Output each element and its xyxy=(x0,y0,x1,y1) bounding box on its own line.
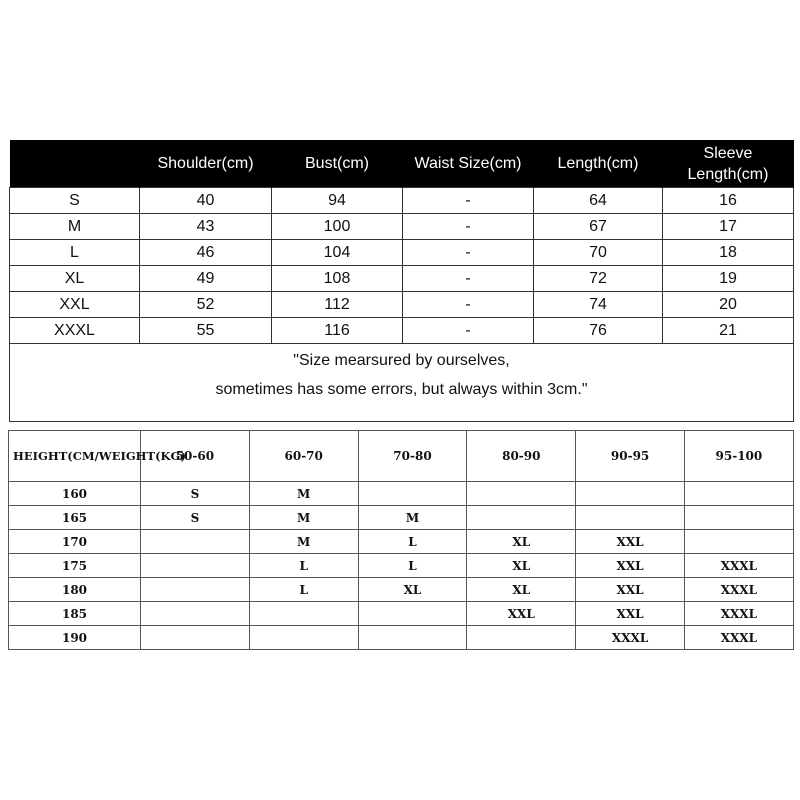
height-row xyxy=(9,626,794,650)
measurement-header-cell: Bust(cm) xyxy=(272,140,403,188)
height-weight-table xyxy=(8,430,794,650)
size-label: S xyxy=(10,188,140,214)
measurement-cell: 100 xyxy=(272,214,403,240)
recommended-size-cell: XL xyxy=(467,530,576,554)
recommended-size-cell xyxy=(467,482,576,506)
measurement-cell: 116 xyxy=(272,318,403,344)
recommended-size-cell: M xyxy=(358,506,467,530)
measurement-cell: 40 xyxy=(140,188,272,214)
recommended-size-cell xyxy=(141,578,250,602)
measurement-cell: - xyxy=(403,318,534,344)
measurement-header-cell: Length(cm) xyxy=(534,140,663,188)
note-line-2: sometimes has some errors, but always within 3cm." xyxy=(215,381,588,398)
measurement-cell: - xyxy=(403,240,534,266)
recommended-size-cell xyxy=(684,530,793,554)
measurement-cell: 52 xyxy=(140,292,272,318)
recommended-size-cell: XL xyxy=(358,578,467,602)
height-weight-header-row xyxy=(9,431,794,482)
height-label: 185 xyxy=(9,602,141,626)
recommended-size-cell xyxy=(141,602,250,626)
measurement-cell: 20 xyxy=(663,292,794,318)
size-label: XXL xyxy=(10,292,140,318)
measurement-cell: 17 xyxy=(663,214,794,240)
measurement-cell: - xyxy=(403,266,534,292)
measurement-table xyxy=(9,140,794,422)
height-label: 190 xyxy=(9,626,141,650)
height-row xyxy=(9,506,794,530)
height-label: 180 xyxy=(9,578,141,602)
recommended-size-cell xyxy=(358,602,467,626)
measurement-header-cell: Waist Size(cm) xyxy=(403,140,534,188)
recommended-size-cell: L xyxy=(358,554,467,578)
measurement-cell: 21 xyxy=(663,318,794,344)
measurement-cell: 55 xyxy=(140,318,272,344)
measurement-cell: 46 xyxy=(140,240,272,266)
recommended-size-cell: XXXL xyxy=(684,578,793,602)
measurement-cell: 67 xyxy=(534,214,663,240)
note-line-1: "Size mearsured by ourselves, xyxy=(293,352,510,369)
size-label: L xyxy=(10,240,140,266)
recommended-size-cell: XXL xyxy=(576,602,685,626)
measurement-cell: 18 xyxy=(663,240,794,266)
measurement-cell: - xyxy=(403,214,534,240)
recommended-size-cell xyxy=(249,626,358,650)
recommended-size-cell: L xyxy=(249,578,358,602)
measurement-row xyxy=(10,240,794,266)
weight-range-header: 50-60 xyxy=(141,431,250,482)
height-row xyxy=(9,602,794,626)
measurement-row xyxy=(10,266,794,292)
recommended-size-cell: S xyxy=(141,506,250,530)
recommended-size-cell: XXXL xyxy=(684,554,793,578)
measurement-cell: 49 xyxy=(140,266,272,292)
note-row xyxy=(10,344,794,422)
measurement-note xyxy=(10,344,794,422)
recommended-size-cell xyxy=(358,482,467,506)
measurement-row xyxy=(10,188,794,214)
height-label: 175 xyxy=(9,554,141,578)
measurement-cell: 74 xyxy=(534,292,663,318)
recommended-size-cell xyxy=(684,482,793,506)
measurement-cell: 112 xyxy=(272,292,403,318)
weight-range-header: 90-95 xyxy=(576,431,685,482)
measurement-cell: - xyxy=(403,292,534,318)
measurement-row xyxy=(10,318,794,344)
size-label: M xyxy=(10,214,140,240)
recommended-size-cell: XXXL xyxy=(576,626,685,650)
recommended-size-cell xyxy=(576,482,685,506)
recommended-size-cell xyxy=(684,506,793,530)
measurement-cell: 72 xyxy=(534,266,663,292)
weight-range-header: 60-70 xyxy=(249,431,358,482)
size-label: XXXL xyxy=(10,318,140,344)
measurement-cell: 104 xyxy=(272,240,403,266)
size-label: XL xyxy=(10,266,140,292)
recommended-size-cell: XL xyxy=(467,554,576,578)
measurement-header-cell: Shoulder(cm) xyxy=(140,140,272,188)
height-row xyxy=(9,530,794,554)
recommended-size-cell: XXL xyxy=(576,530,685,554)
measurement-cell: 19 xyxy=(663,266,794,292)
recommended-size-cell xyxy=(467,626,576,650)
recommended-size-cell: M xyxy=(249,530,358,554)
height-label: 160 xyxy=(9,482,141,506)
measurement-row xyxy=(10,214,794,240)
recommended-size-cell: S xyxy=(141,482,250,506)
height-row xyxy=(9,578,794,602)
measurement-header-cell xyxy=(10,140,140,188)
recommended-size-cell: XXXL xyxy=(684,602,793,626)
measurement-cell: 70 xyxy=(534,240,663,266)
measurement-cell: 108 xyxy=(272,266,403,292)
measurement-header-row xyxy=(10,140,794,188)
height-weight-corner-header: HEIGHT(CM/WEIGHT(KG) xyxy=(9,431,141,482)
measurement-cell: 64 xyxy=(534,188,663,214)
recommended-size-cell xyxy=(141,554,250,578)
weight-range-header: 95-100 xyxy=(684,431,793,482)
measurement-cell: 16 xyxy=(663,188,794,214)
recommended-size-cell xyxy=(358,626,467,650)
recommended-size-cell: XXL xyxy=(576,578,685,602)
recommended-size-cell xyxy=(249,602,358,626)
recommended-size-cell: M xyxy=(249,506,358,530)
recommended-size-cell: L xyxy=(249,554,358,578)
recommended-size-cell: L xyxy=(358,530,467,554)
height-row xyxy=(9,482,794,506)
recommended-size-cell xyxy=(141,530,250,554)
recommended-size-cell xyxy=(576,506,685,530)
recommended-size-cell: XXL xyxy=(467,602,576,626)
height-label: 170 xyxy=(9,530,141,554)
height-row xyxy=(9,554,794,578)
measurement-cell: 76 xyxy=(534,318,663,344)
measurement-cell: 94 xyxy=(272,188,403,214)
measurement-cell: - xyxy=(403,188,534,214)
recommended-size-cell: XXXL xyxy=(684,626,793,650)
measurement-header-cell: Sleeve Length(cm) xyxy=(663,140,794,188)
recommended-size-cell: XL xyxy=(467,578,576,602)
recommended-size-cell xyxy=(141,626,250,650)
measurement-row xyxy=(10,292,794,318)
weight-range-header: 70-80 xyxy=(358,431,467,482)
measurement-cell: 43 xyxy=(140,214,272,240)
weight-range-header: 80-90 xyxy=(467,431,576,482)
height-label: 165 xyxy=(9,506,141,530)
recommended-size-cell: M xyxy=(249,482,358,506)
recommended-size-cell xyxy=(467,506,576,530)
recommended-size-cell: XXL xyxy=(576,554,685,578)
